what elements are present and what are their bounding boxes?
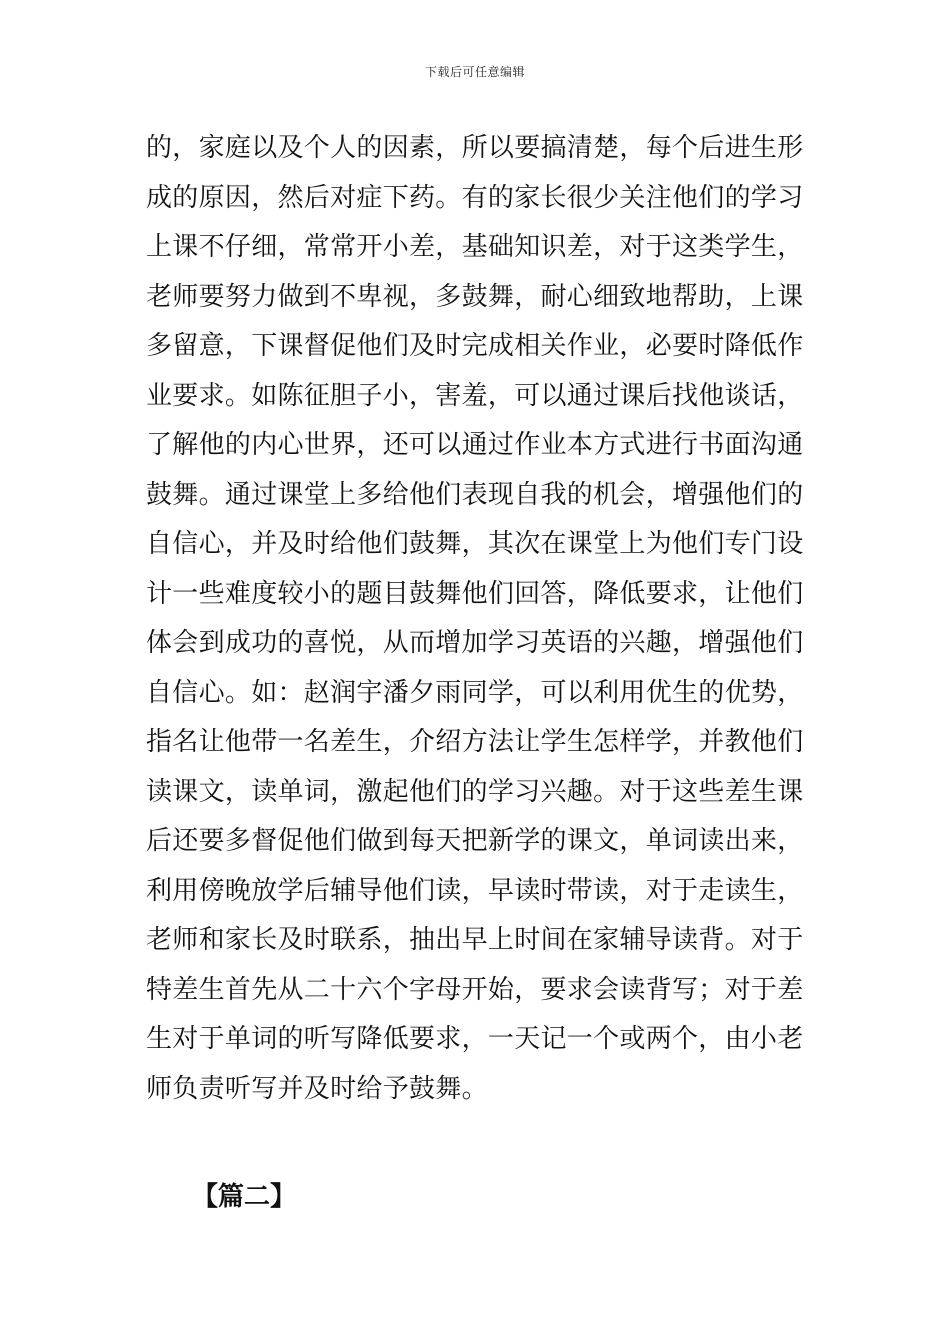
text-line: 多留意，下课督促他们及时完成相关作业，必要时降低作 [146, 331, 804, 361]
section-heading: 【篇二】 [192, 1182, 297, 1212]
page-header: 下载后可任意编辑 [424, 65, 525, 79]
text-line: 上课不仔细，常常开小差，基础知识差，对于这类学生， [146, 232, 804, 262]
text-line: 特差生首先从二十六个字母开始，要求会读背写；对于差 [146, 974, 804, 1005]
text-line: 体会到成功的喜悦，从而增加学习英语的兴趣，增强他们 [146, 628, 804, 658]
text-line: 了解他的内心世界，还可以通过作业本方式进行书面沟通 [146, 430, 804, 460]
text-line: 自信心，并及时给他们鼓舞，其次在课堂上为他们专门设 [146, 529, 804, 559]
text-line: 自信心。如：赵润宇潘夕雨同学，可以利用优生的优势， [146, 677, 804, 708]
text-line: 成的原因，然后对症下药。有的家长很少关注他们的学习 [146, 182, 804, 213]
text-line: 后还要多督促他们做到每天把新学的课文，单词读出来， [146, 826, 804, 856]
text-line: 师负责听写并及时给予鼓舞。 [146, 1073, 488, 1104]
text-line: 利用傍晚放学后辅导他们读，早读时带读，对于走读生， [146, 875, 804, 906]
text-line: 指名让他带一名差生，介绍方法让学生怎样学，并教他们 [146, 727, 804, 757]
text-line: 老师和家长及时联系，抽出早上时间在家辅导读背。对于 [146, 925, 804, 955]
text-line: 鼓舞。通过课堂上多给他们表现自我的机会，增强他们的 [146, 479, 804, 510]
text-line: 的，家庭以及个人的因素，所以要搞清楚，每个后进生形 [146, 133, 804, 163]
text-line: 业要求。如陈征胆子小，害羞，可以通过课后找他谈话， [146, 380, 804, 411]
text-line: 生对于单词的听写降低要求，一天记一个或两个，由小老 [146, 1024, 804, 1054]
text-line: 计一些难度较小的题目鼓舞他们回答，降低要求，让他们 [146, 578, 804, 609]
text-line: 老师要努力做到不卑视，多鼓舞，耐心细致地帮助，上课 [146, 281, 804, 312]
text-line: 读课文，读单词，激起他们的学习兴趣。对于这些差生课 [146, 776, 804, 807]
body-text [146, 124, 816, 1114]
